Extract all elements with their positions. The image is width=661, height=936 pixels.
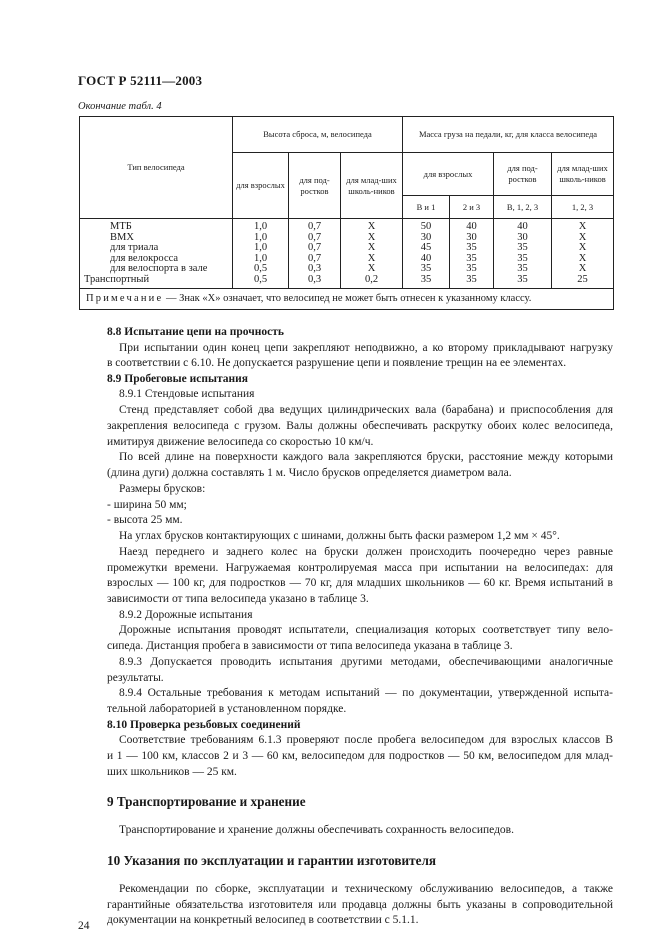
table-note bbox=[80, 289, 614, 310]
paragraph-line: результаты. bbox=[107, 672, 164, 684]
paragraph-line: взрослых — 100 кг, для подростков — 70 кг, для младших школьников — 60 кг. Время испытаний в bbox=[107, 577, 613, 589]
type-name: МТБ bbox=[110, 221, 132, 232]
cell-value: 40 bbox=[466, 221, 477, 232]
type-name: для велоспорта в зале bbox=[110, 263, 208, 274]
paragraph-line: Рекомендации по сборке, эксплуатации и техническому обслуживанию велосипедов, а также bbox=[119, 883, 613, 895]
section-heading-8-8: 8.8 Испытание цепи на прочность bbox=[107, 326, 284, 338]
sub-header-adult: для взрослых bbox=[233, 153, 289, 219]
section-heading-8-10: 8.10 Проверка резьбовых соединений bbox=[107, 719, 301, 731]
paragraph-line: Дорожные испытания проводят испытатели, специализация которых соответствует типу вело- bbox=[119, 624, 613, 636]
subsection-heading-8-9-2: 8.9.2 Дорожные испытания bbox=[119, 609, 253, 621]
height-adult-column bbox=[233, 219, 289, 289]
cell-value: 35 bbox=[466, 242, 477, 253]
cell-value: 35 bbox=[517, 242, 528, 253]
cell-value: 0,7 bbox=[307, 231, 322, 243]
class-header-junior: 1, 2, 3 bbox=[552, 196, 614, 219]
mass-header-teen: для под-ростков bbox=[494, 153, 552, 196]
paragraph-line: документации на конкретный велосипед в соответствии с 5.1.1. bbox=[107, 914, 419, 926]
cell-value: Х bbox=[367, 252, 376, 264]
note-text: — Знак «Х» означает, что велосипед не может быть отнесен к указанному классу. bbox=[163, 293, 532, 305]
cell-value: 25 bbox=[577, 273, 588, 285]
section-heading-10: 10 Указания по эксплуатации и гарантии изготовителя bbox=[107, 853, 437, 868]
sub-header-teen: для под-ростков bbox=[289, 153, 341, 219]
cell-value: 40 bbox=[420, 252, 432, 264]
cell-value: 35 bbox=[517, 273, 528, 285]
col-header-type: Тип велосипеда bbox=[80, 117, 233, 219]
cell-value: Х bbox=[578, 252, 587, 264]
cell-value: 0,5 bbox=[253, 263, 268, 274]
cell-value: 0,7 bbox=[307, 221, 322, 232]
cell-value: Х bbox=[578, 231, 587, 243]
group-header-height: Высота сброса, м, велосипеда bbox=[233, 117, 403, 153]
paragraph-line: Размеры брусков: bbox=[119, 483, 206, 495]
cell-value: 0,2 bbox=[364, 273, 379, 285]
document-header: ГОСТ Р 52111—2003 bbox=[78, 73, 203, 88]
mass-teen-column bbox=[494, 219, 552, 289]
cell-value: 30 bbox=[517, 231, 528, 243]
paragraph-line: сипеда. Дистанция пробега в зависимости от типа велосипеда указана в таблице 3. bbox=[107, 640, 513, 652]
page-number: 24 bbox=[78, 920, 90, 932]
class-header-23: 2 и 3 bbox=[450, 196, 494, 219]
cell-value: 1,0 bbox=[253, 252, 268, 264]
cell-value: 35 bbox=[466, 252, 477, 264]
paragraph-line: Наезд переднего и заднего колес на бруски должен происходить поочередно через равные bbox=[119, 546, 613, 558]
type-name: для триала bbox=[110, 242, 159, 253]
paragraph-line: имитируя движение велосипеда со скоростью 10 км/ч. bbox=[107, 436, 374, 448]
mass-header-junior: для млад-ших школь-ников bbox=[552, 153, 614, 196]
cell-value: 0,7 bbox=[307, 252, 322, 264]
sub-header-junior: для млад-ших школь-ников bbox=[341, 153, 403, 219]
cell-value: Х bbox=[367, 221, 376, 232]
cell-value: Х bbox=[367, 231, 376, 243]
cell-value: 40 bbox=[517, 221, 528, 232]
paragraph-line: По всей длине на поверхности каждого вала закрепляются бруски, расстояние между которыми bbox=[119, 451, 613, 463]
cell-value: Х bbox=[367, 263, 376, 274]
paragraph-line: гарантийные обязательства изготовителя или продавца должны быть указаны в сопроводительной bbox=[107, 899, 613, 911]
paragraph-line: (длина дуги) должна составлять 1 м. Число брусков определяется диаметром вала. bbox=[107, 467, 512, 479]
cell-value: 1,0 bbox=[253, 221, 268, 232]
paragraph-line: 8.9.4 Остальные требования к методам испытаний — по документации, утвержденной испыта- bbox=[119, 687, 613, 699]
class-header-teen: В, 1, 2, 3 bbox=[494, 196, 552, 219]
paragraph-line: 8.9.3 Допускается проводить испытания другими методами, обеспечивающими аналогичные bbox=[119, 656, 613, 668]
mass-header-adult: для взрослых bbox=[403, 153, 494, 196]
type-name: Транспортный bbox=[84, 273, 150, 285]
cell-value: 0,3 bbox=[307, 263, 322, 274]
mass-junior-column bbox=[552, 219, 614, 289]
cell-value: Х bbox=[578, 242, 587, 253]
type-name: для велокросса bbox=[110, 252, 179, 264]
class-header-b1: В и 1 bbox=[403, 196, 450, 219]
mass-23-column bbox=[450, 219, 494, 289]
paragraph-line: тельной лабораторией в установленном порядке. bbox=[107, 703, 347, 715]
paragraph-line: промежутки времени. Нагружаемая контролируемая масса при испытании на велосипедах: для bbox=[107, 562, 613, 574]
paragraph-line: в соответствии с 6.10. Не допускается разрушение цепи и появление трещин на ее элементах. bbox=[107, 357, 567, 369]
table-body-row bbox=[80, 219, 614, 289]
cell-value: 35 bbox=[420, 273, 432, 285]
paragraph-line: Транспортирование и хранение должны обеспечивать сохранность велосипедов. bbox=[119, 824, 514, 836]
cell-value: 1,0 bbox=[253, 242, 268, 253]
paragraph-line: закрепления велосипеда с грузом. Валы должны обеспечивать раскрутку обоих колес велосипеда, bbox=[107, 420, 613, 432]
table-caption: Окончание табл. 4 bbox=[78, 101, 162, 112]
section-heading-9: 9 Транспортирование и хранение bbox=[107, 794, 306, 809]
paragraph-line: зависимости от типа велосипеда указано в таблице 3. bbox=[107, 593, 369, 605]
cell-value: 45 bbox=[420, 242, 432, 253]
cell-value: 50 bbox=[420, 221, 432, 232]
cell-value: 35 bbox=[466, 273, 477, 285]
cell-value: 0,3 bbox=[307, 273, 322, 285]
paragraph-line: и 1 — 100 км, классов 2 и 3 — 60 км, велосипедом для подростков — 50 км, велосипедом для млад- bbox=[107, 750, 613, 762]
paragraph-line: Стенд представляет собой два ведущих цилиндрических вала (барабана) и приспособления для bbox=[119, 404, 613, 416]
cell-value: Х bbox=[367, 242, 376, 253]
type-name: ВМХ bbox=[110, 231, 134, 243]
paragraph-line: Соответствие требованиям 6.1.3 проверяют после пробега велосипедом для взрослых классов В bbox=[119, 734, 613, 746]
section-heading-8-9: 8.9 Пробеговые испытания bbox=[107, 373, 248, 385]
note-label: Примечание bbox=[86, 293, 164, 305]
paragraph-line: При испытании один конец цепи закрепляют неподвижно, а ко второму прикладывают нагрузку bbox=[119, 342, 613, 354]
type-column bbox=[80, 219, 233, 289]
cell-value: 35 bbox=[517, 263, 528, 274]
height-junior-column bbox=[341, 219, 403, 289]
height-teen-column bbox=[289, 219, 341, 289]
cell-value: 1,0 bbox=[253, 231, 268, 243]
cell-value: Х bbox=[578, 221, 587, 232]
group-header-mass: Масса груза на педали, кг, для класса велосипеда bbox=[403, 117, 614, 153]
cell-value: Х bbox=[578, 263, 587, 274]
paragraph-line: На углах брусков контактирующих с шинами, должны быть фаски размером 1,2 мм × 45°. bbox=[119, 530, 560, 542]
list-item: - высота 25 мм. bbox=[107, 514, 183, 526]
cell-value: 30 bbox=[420, 231, 432, 243]
cell-value: 0,5 bbox=[253, 273, 268, 285]
cell-value: 35 bbox=[420, 263, 432, 274]
cell-value: 0,7 bbox=[307, 242, 322, 253]
drop-test-table bbox=[79, 116, 614, 310]
cell-value: 35 bbox=[517, 252, 528, 264]
cell-value: 30 bbox=[466, 231, 477, 243]
subsection-heading-8-9-1: 8.9.1 Стендовые испытания bbox=[119, 388, 255, 400]
cell-value: 35 bbox=[466, 263, 477, 274]
list-item: - ширина 50 мм; bbox=[107, 499, 187, 511]
paragraph-line: ших школьников — 25 км. bbox=[107, 766, 237, 778]
mass-b1-column bbox=[403, 219, 450, 289]
